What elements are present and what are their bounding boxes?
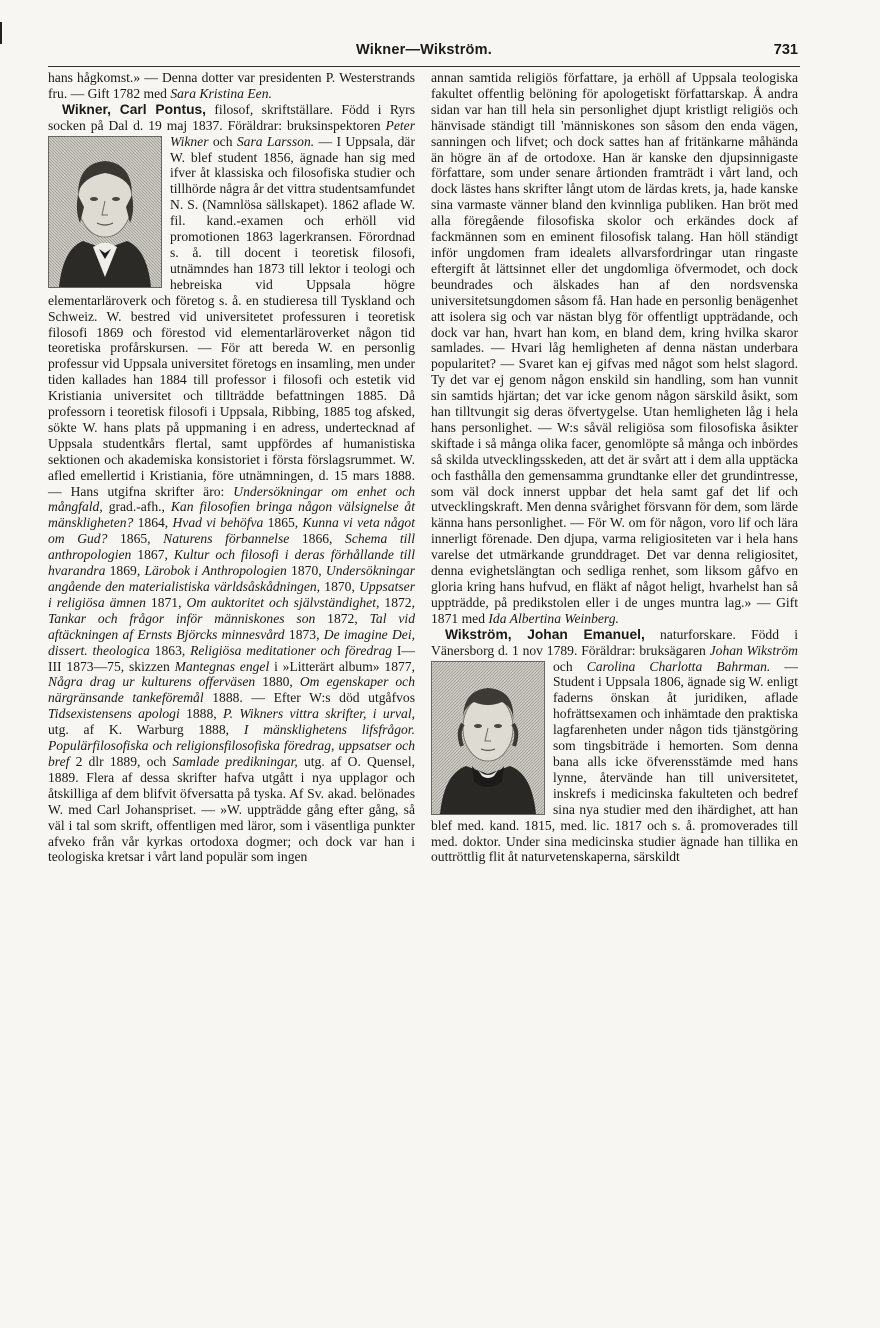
work-title: P. Wikners vittra skrifter, i urval, — [223, 706, 415, 722]
work-title: Kultur och filosofi i deras förhållande till hvarandra — [48, 547, 415, 579]
work-text: I—III 1873—75, skizzen — [48, 642, 415, 674]
work-title: Religiösa meditationer och föredrag — [190, 642, 393, 658]
portrait-wikstrom-image — [431, 661, 545, 815]
mother-name: Carolina Charlotta Bahrman. — [586, 658, 771, 674]
running-header — [48, 42, 800, 64]
work-text: 1888. — Efter W:s död utgåfvos — [203, 690, 415, 706]
entry-text: och — [208, 133, 237, 149]
work-text: 2 dlr 1889, och — [69, 753, 173, 769]
work-text: utg. af O. Quensel, 1889. Flera af dessa skrifter hafva utgått i nya upplagor och åtskilliga af dem blifvit öfversatta på tyska. Af Sv. akad. belönades W. med Carl Johanspriset. — »W. uppträdde gång efter gång, så väl i tal som skrift, offentligen med läror, som i väsentliga punkter afveko från vår kyrkas ortodoxa dogmer; och dock var han i teologiska kretsar i vårt land populär som ingen — [48, 753, 415, 865]
running-head-title: Wikner—Wikström. — [356, 42, 492, 58]
entry-text: filosof, skriftställare. Född i Ryrs socken på Dal d. 19 maj 1837. Föräldrar: bruksinspektoren — [48, 101, 416, 133]
portrait-wikner-image — [48, 136, 162, 288]
entry-wikner — [48, 102, 415, 866]
work-text: 1869, — [105, 563, 145, 579]
entry-body-text: — I Uppsala, där W. blef student 1856, ägnade han sig med ifver åt klassiska och filosofiska studier och tillhörde några år det vittra studentsamfundet N. S. (Namnlösa sällskapet). 1862 aflade W. fil. kand.-examen och erhöll vid promotionen 1863 lagerkransen. Förordnad s. å. till docent i teoretisk filosofi, utnämndes han 1873 till lektor i teologi och hebreiska vid Uppsala högre elementarläroverk och företog s. å. en studieresa till Tyskland och Schweiz. W. bestred vid universitetet professuren i teoretisk filosofi 1869 och förestod vid elementarläroverket någon tid teoretiska profårskursen. — För att bereda W. en personlig professur vid Uppsala universitet företogs en insamling, men under tiden kallades han 1884 till professor i filosofi och estetik vid Kristiania universitet och tillträdde befattningen 1885. Då professorn i teoretisk filosofi i Uppsala, Ribbing, 1885 tog afsked, sökte W. hans plats på uppmaning i en adress, undertecknad af Uppsala studentkårs flertal, samt uppfördes af humanistiska sektionen och akademiska konsistoriet i första förslagsrummet. W. afled emellertid i Kristiania, före utnämningen, d. 15 mars 1888. — Hans utgifna skrifter äro: — [48, 133, 415, 499]
work-title: Uppsatser i religiösa ämnen — [48, 579, 415, 610]
quote-text: annan samtida religiös författare, ja erhöll af Uppsala teologiska fakultet offentlig belöning för apologetiskt författarskap. Å andra sidan var han till hela sin personlighet djupt kristligt religiös och hänvisade ständigt till 'människones son såsom den enda vägen, sanningen och lifvet; och dock sattes han af fritänkarne måhända än högre än af de ortodoxe. Han är kanske den djupsinnigaste författare, som under senare årtionden framträdt i vårt land, och dock lästes hans skrifter långt utom de lärdas krets, ja, hade kanske sina varmaste vänner bland den kvinnliga publiken. Han bröt med alla föregående filosofiska skolor och erkändes dock af fackmännen som en eminent filosofisk talang. Han höll ständigt inför ungdomen fram idealets allvarsfordringar utan ringaste eftergift åt lättsinnet eller det ungdomliga öfvermodet, och dock beundrades och älskades han af den nordsvenska universitetsungdomen såsom få. Han hade en personlig benägenhet att isolera sig och var nästan blyg för offentligt uppträdande, och dock var han, hvart han kom, en bland dem, kring hvilka skaror samlades. — Hvari låg hemligheten af denna nästan underbara popularitet? — Svaret kan ej gifvas med något som helst slagord. Ty det var ej genom någon enskild sin handling, som han vunnit sin samtids hjärtan; det var icke genom någon särskild åsikt, som han tilltvungit sig deras öfvertygelse. Utan hemligheten låg i hela hans personlighet. — W:s såväl religiösa som filosofiska åsikter skiftade i så många olika facer, genomlöpte så många och inbördes så skilda utvecklingsskeden, att det är svårt att i dem alla upptäcka och fasthålla den gemensamma grundtanke eller det grundintresse, som väl dock innerst uppbar det hela samt gaf det lif och utvecklingskraft. Men denna svårighet försvann för dem, som lärde känna hans personlighet. — För W. om för någon, voro lif och lära innerligt förenade. Den djupa, varma religiositeten var i hela hans varelse det utmärkande grunddraget. Det var denna religiositet, denna evighetslängtan och sedliga renhet, som liksom gåfvo en gloria kring hans hufvud, en fläkt af något heligt, hvarhelst han så uppträdde, på predikstolen eller i de unges muntra lag.» — Gift 1871 med — [431, 70, 798, 626]
work-title: I mänsklighetens lifsfrågor. Populärfilosofiska och religionsfilosofiska föredrag, uppsatser och bref — [48, 722, 415, 769]
work-title: Om auktoritet och självständighet, — [186, 594, 380, 610]
work-title: Tal vid aftäckningen af Ernsts Björcks minnesvård — [48, 610, 415, 642]
work-title: Tidsexistensens apologi — [48, 706, 180, 722]
work-text: 1870, — [286, 563, 326, 579]
work-text: , grad.-afh., — [99, 499, 171, 515]
page-number: 731 — [773, 42, 798, 58]
work-text: i »Litterärt album» 1877, — [269, 658, 415, 674]
work-title: Kan filosofien bringa någon välsignelse åt mänskligheten? — [48, 499, 415, 531]
entry-wikstrom — [431, 627, 798, 866]
work-text: 1872, — [379, 594, 415, 610]
entry-body-text: — Student i Uppsala 1806, ägnade sig W. enligt faderns önskan åt juridiken, aflade hofrättsexamen och inhämtade den praktiska lagfarenheten under någon tids tjänstgöring som tingsbiträde i hemorten. Som denna bana alls icke öfverensstämde med hans lynne, återvände han till universitetet, inskrefs i medicinska fakulteten och bedref sina nya studier med den ihärdighet, att han blef med. kand. 1815, med. lic. 1817 och s. å. promoverades till med. doktor. Under sina medicinska studier ägnade han tillika en outtröttlig flit åt naturvetenskaperna, särskildt — [431, 658, 798, 865]
work-text: 1866, — [289, 531, 346, 547]
father-name: Peter Wikner — [170, 117, 415, 149]
work-text: 1863, — [149, 642, 191, 658]
work-text: 1880, — [255, 674, 300, 690]
work-title: Kunna vi veta något om Gud? — [48, 515, 415, 547]
work-text: 1870, — [320, 579, 360, 594]
work-text: 1873, — [284, 626, 324, 642]
work-title: Några drag ur kulturens offerväsen — [48, 674, 256, 690]
work-title: De imagine Dei, dissert. theologica — [48, 626, 415, 658]
mother-name: Sara Larsson. — [236, 133, 315, 149]
header-rule — [48, 66, 800, 67]
works-list — [48, 484, 415, 865]
work-text: 1865, — [107, 531, 164, 547]
work-title: Undersökningar om enhet och mångfald — [48, 483, 416, 515]
work-title: Lärobok i Anthropologien — [144, 563, 287, 579]
work-title: Schema till anthropologien — [48, 531, 415, 563]
carryover-paragraph — [48, 70, 415, 102]
work-text: 1867, — [131, 547, 174, 563]
right-column — [431, 70, 798, 865]
work-title: Naturens förbannelse — [163, 531, 290, 547]
work-title: Samlade predikningar, — [172, 753, 298, 769]
work-text: utg. af K. Warburg 1888, — [48, 722, 244, 738]
work-text: 1888, — [179, 706, 224, 722]
work-title: Tankar och frågor inför människones son — [48, 610, 316, 626]
entry-text: naturforskare. Född i Vänersborg d. 1 nov 1789. Föräldrar: bruksägaren — [431, 626, 798, 658]
work-text: 1865, — [263, 515, 303, 531]
work-text: 1864, — [133, 515, 173, 531]
work-title: Om egenskaper och närgränsande tankeföremål — [48, 674, 415, 706]
spouse-name: Sara Kristina Een. — [170, 85, 272, 101]
entry-name-wikstrom: Wikström, Johan Emanuel, — [445, 626, 645, 642]
left-column — [48, 70, 415, 865]
quote-paragraph — [431, 70, 798, 627]
work-title: Undersökningar angående den materialistiska världsåskådningen, — [48, 563, 415, 594]
work-text: 1872, — [315, 610, 370, 626]
entry-name-wikner: Wikner, Carl Pontus, — [62, 101, 207, 117]
spouse-name: Ida Albertina Weinberg. — [488, 610, 619, 626]
work-text: 1871, — [145, 594, 187, 610]
page-edge-mark — [0, 22, 2, 44]
entry-text: och — [553, 658, 587, 674]
work-title: Mantegnas engel — [174, 658, 270, 674]
work-title: Hvad vi behöfva — [172, 515, 264, 531]
father-name: Johan Wikström — [709, 642, 798, 658]
carryover-text: hans hågkomst.» — Denna dotter var presidenten P. Westerstrands fru. — Gift 1782 med — [48, 70, 415, 101]
